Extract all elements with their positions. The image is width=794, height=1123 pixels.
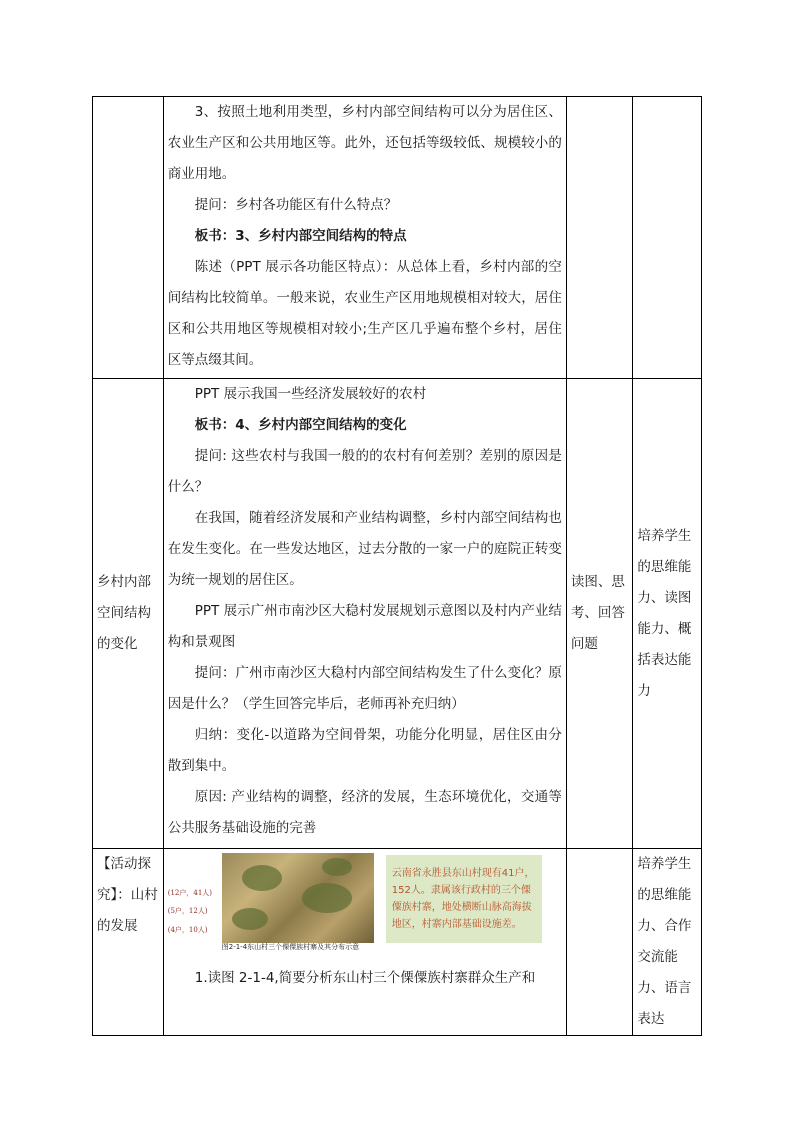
paragraph: 1.读图 2-1-4,简要分析东山村三个傈僳族村寨群众生产和 [194,970,536,986]
activity-cell: 读图、思考、回答问题 [566,379,632,849]
table-row [93,849,702,1036]
paragraph: 陈述（PPT 展示各功能区特点）：从总体上看，乡村内部的空间结构比较简单。一般来说，农业生产区用地规模相对较大，居住区和公共用地区等规模相对较小;生产区几乎遍布整个乡村，居住区等点缀其间。 [167,259,562,368]
activity-figure [168,853,562,953]
paragraph: 原因: 产业结构的调整，经济的发展，生态环境优化，交通等公共服务基础设施的完善 [167,789,562,836]
paragraph: 3、按照土地利用类型，乡村内部空间结构可以分为居住区、农业生产区和公共用地区等。此外，还包括等级较低、规模较小的商业用地。 [167,104,562,182]
content-cell [163,849,566,1036]
blackboard-heading: 板书：3、乡村内部空间结构的特点 [194,228,407,244]
goal-cell: 培养学生的思维能力、读图能力、概括表达能力 [633,379,702,849]
blackboard-heading: 板书：4、乡村内部空间结构的变化 [194,417,407,433]
village-label: (4户，10人) [167,926,208,934]
table-row [93,379,702,849]
village-label: (5户，12人) [167,907,208,915]
info-box: 云南省永胜县东山村现有41户，152人。隶属该行政村的三个傈僳族村寨，地处横断山脉高海拔地区，村寨内部基础设施差。 [386,855,542,943]
goal-cell: 培养学生的思维能力、合作交流能力、语言表达 [633,849,702,1036]
village-map-figure [167,853,360,951]
figure-caption: 图2-1-4东山村三个傈僳族村寨及其分布示意 [221,943,360,951]
topic-cell: 乡村内部空间结构的变化 [93,379,164,849]
village-terrain-image [222,853,374,943]
table-row [93,97,702,379]
paragraph: 在我国，随着经济发展和产业结构调整，乡村内部空间结构也在发生变化。在一些发达地区，过去分散的一家一户的庭院正转变为统一规划的居住区。 [167,510,562,588]
content-cell [163,97,566,379]
topic-cell [93,97,164,379]
content-cell [163,379,566,849]
paragraph: PPT 展示广州市南沙区大稳村发展规划示意图以及村内产业结构和景观图 [167,603,562,650]
goal-cell [633,97,702,379]
paragraph: 提问: 这些农村与我国一般的的农村有何差别？差别的原因是什么？ [167,448,562,495]
paragraph: 提问：广州市南沙区大稳村内部空间结构发生了什么变化？原因是什么？（学生回答完毕后，老师再补充归纳） [167,665,562,712]
topic-cell: 【活动探究】：山村的发展 [93,849,164,1036]
activity-cell [566,849,632,1036]
paragraph: PPT 展示我国一些经济发展较好的农村 [194,386,427,402]
activity-cell [566,97,632,379]
village-label: (12户，41人) [167,889,213,897]
paragraph: 提问：乡村各功能区有什么特点？ [194,197,398,213]
lesson-plan-table [92,96,702,1036]
paragraph: 归纳：变化-以道路为空间骨架，功能分化明显，居住区由分散到集中。 [167,727,562,774]
